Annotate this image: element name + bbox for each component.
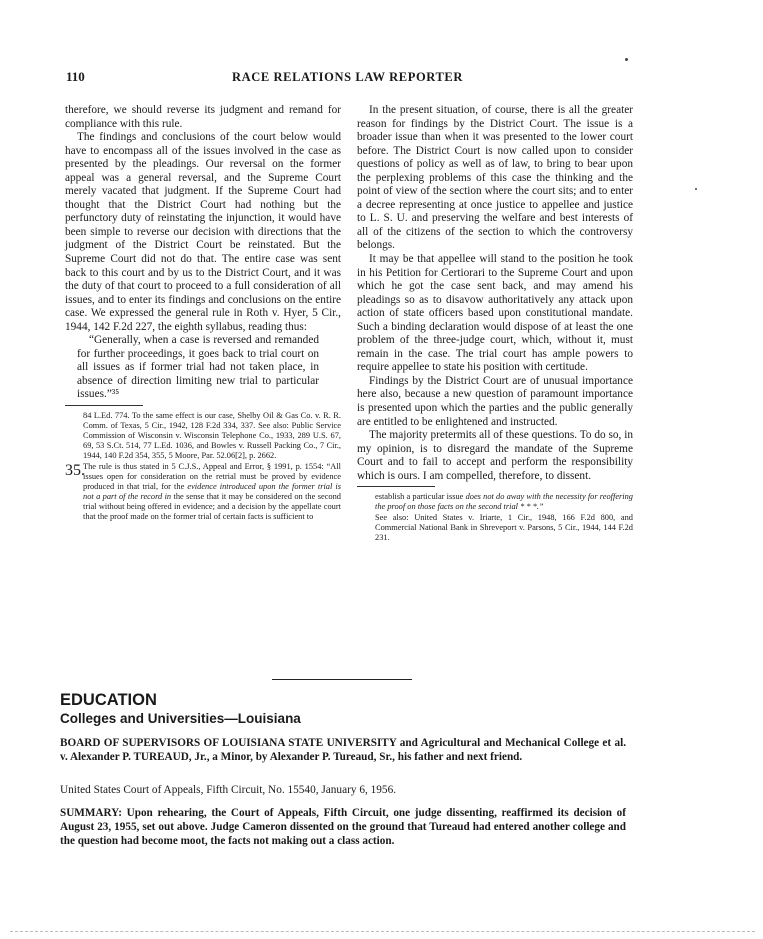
right-paragraph-1: In the present situation, of course, there is all the greater reason for findings by the District Court. The issue is a broader issue than when it was presented to the lower court before. The District Court is now called upon to consider questions of policy as well as of law, to bring to bear upon the perplexing problems of this case the thinking and the point of view of the section where the court sits; and to enter a decree representing at once justice to appellee and justice to L. S. U. and preserving the welfare and best interests of all of the citizens of the section to which the controversy belongs. [357,104,633,252]
right-paragraph-2: It may be that appellee will stand to the position he took in his Petition for Certiorari to the Supreme Court and upon which he got the case sent back, and may amend his pleadings so as to disavow authoritatively any attack upon action of state officers based upon constitutional mandate. Such a binding declaration would dispose of at least the one problem of the three-judge court, which, without it, must remain in the case. The trial court has ample powers to require appellee to state his position with certitude. [357,253,633,374]
scan-speck [695,188,697,190]
court-citation: United States Court of Appeals, Fifth Circuit, No. 15540, January 6, 1956. [60,784,397,796]
running-head: RACE RELATIONS LAW REPORTER [232,70,463,84]
left-paragraph-2: The findings and conclusions of the court below would have to encompass all of the issues involved in the case as presented by the pleadings. Our reversal on the former appeal was a general reversal, and the Supreme Court merely vacated that judgment. If the Supreme Court had thought that the District Court had nothing but the perfunctory duty of reinstating the injunction, it would have been simple to reverse our decision with directions that the judgment of the District Court be reinstated. But the Supreme Court did not do that. The entire case was sent back to this court and by us to the District Court, and it was the duty of that court to proceed to a full consideration of all issues, and to enter its findings and conclusions on the entire case. We expressed the general rule in Roth v. Hyer, 5 Cir., 1944, 142 F.2d 227, the eighth syllabus, reading thus: [65,131,341,333]
subsection-title: Colleges and Universities—Louisiana [60,711,301,726]
footnote-35 [65,462,341,523]
scan-speck [625,58,628,61]
footnote-35-continuation: establish a particular issue does not do away with the necessity for reoffering the proof on those facts on the second trial * * *.” [375,492,633,512]
left-column [65,104,341,522]
right-column [357,104,633,543]
right-footnote-divider [357,486,435,487]
left-paragraph-1: therefore, we should reverse its judgment and remand for compliance with this rule. [65,104,341,130]
right-paragraph-4: The majority pretermits all of these questions. To do so, in my opinion, is to disregard the mandate of the Supreme Court and to fail to accept and perform the responsibility which is ours. I am compelled, therefore, to dissent. [357,429,633,482]
footnote-see-also: See also: United States v. Iriarte, 1 Cir., 1948, 166 F.2d 800, and Commercial National Bank in Shreveport v. Parsons, 5 Cir., 1944, 144 F.2d 231. [375,512,633,542]
footnote-35-number: 35. [65,461,85,479]
case-summary: SUMMARY: Upon rehearing, the Court of Appeals, Fifth Circuit, one judge dissenting, reaffirmed its decision of August 23, 1955, set out above. Judge Cameron dissented on the ground that Tureaud had entered another college and the question had become moot, the facts not making out a class action. [60,807,626,847]
case-caption: BOARD OF SUPERVISORS OF LOUISIANA STATE UNIVERSITY and Agricultural and Mechanical College et al. v. Alexander P. TUREAUD, Jr., a Minor, by Alexander P. Tureaud, Sr., his father and next friend. [60,737,626,763]
page-number: 110 [66,69,85,84]
footnote-continuation: 84 L.Ed. 774. To the same effect is our case, Shelby Oil & Gas Co. v. R. R. Comm. of Texas, 5 Cir., 1942, 128 F.2d 334, 337. See also: Public Service Commission of Wisconsin v. Wisconsin Telephone Co., 1933, 289 U.S. 67, 69, 53 S.Ct. 514, 77 L.Ed. 1036, and Bowles v. Russell Packing Co., 7 Cir., 1944, 140 F.2d 354, 355, 5 Moore, Par. 52.06[2], p. 2662. [83,411,341,461]
section-divider [272,679,412,680]
left-footnotes [65,411,341,522]
right-footnotes [357,492,633,542]
section-title: EDUCATION [60,691,157,709]
scan-bottom-edge [10,931,755,933]
block-quote: “Generally, when a case is reversed and remanded for further proceedings, it goes back to trial court on all issues as if former trial had not taken place, in absence of direction limiting new trial to particular issues.”³⁵ [77,334,319,401]
footnote-35-text: The rule is thus stated in 5 C.J.S., Appeal and Error, § 1991, p. 1554: “All issues open for consideration on the retrial must be proved by evidence produced in that trial, for the evidence introduced upon the former trial is not a part of the record in the sense that it may be considered on the second trial without being offered in evidence; and a decision by the appellate court that the proof made on the former trial of certain facts is sufficient to [83,461,341,521]
right-paragraph-3: Findings by the District Court are of unusual importance here also, because a new question of paramount importance is presented upon which the parties and the public generally are entitled to be enlightened and instructed. [357,374,633,428]
footnote-divider [65,405,143,406]
